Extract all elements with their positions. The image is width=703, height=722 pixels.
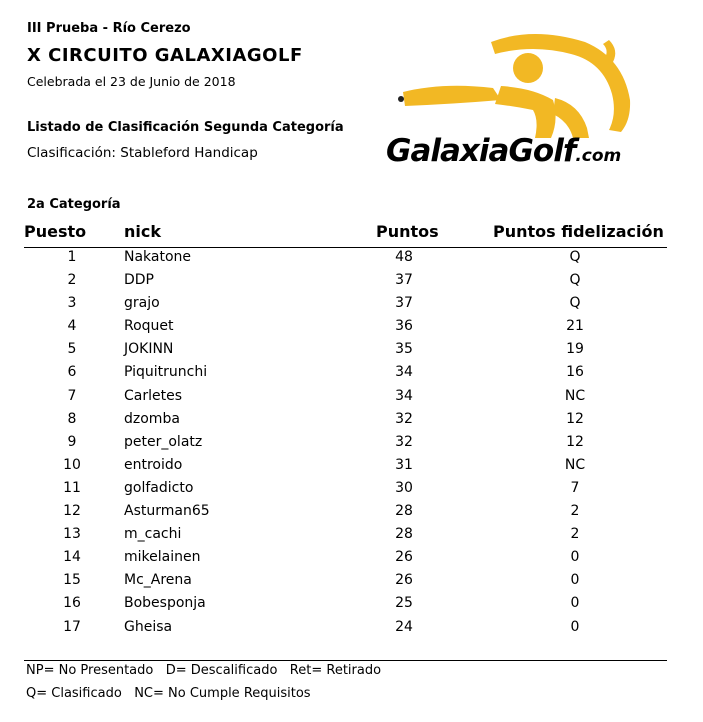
table-row — [24, 432, 667, 455]
cell-fidelizacion: 0 — [570, 618, 580, 635]
table-row — [24, 593, 667, 616]
cell-fidelizacion: 21 — [566, 318, 584, 335]
header-puesto: Puesto — [24, 222, 87, 241]
table-row — [24, 617, 667, 640]
cell-fidelizacion: NC — [564, 387, 586, 404]
cell-nick: grajo — [124, 295, 160, 312]
cell-nick: Nakatone — [124, 249, 192, 265]
cell-puntos: 25 — [395, 595, 413, 612]
cell-puesto: 12 — [63, 503, 81, 520]
cell-fidelizacion: NC — [564, 456, 586, 473]
cell-puntos: 37 — [395, 272, 413, 289]
cell-fidelizacion: 12 — [566, 410, 584, 427]
table-row — [24, 524, 667, 547]
table-header — [24, 222, 667, 248]
celebrada-date: Celebrada el 23 de Junio de 2018 — [27, 74, 236, 89]
table-row — [24, 339, 667, 362]
cell-nick: entroido — [124, 456, 183, 473]
cell-fidelizacion: 2 — [570, 526, 580, 543]
cell-puntos: 28 — [395, 503, 413, 520]
table-row — [24, 386, 667, 409]
footer-divider — [24, 660, 667, 661]
cell-puntos: 37 — [395, 295, 413, 312]
categoria-label: 2a Categoría — [27, 197, 121, 212]
cell-puntos: 35 — [395, 341, 413, 358]
table-row — [24, 293, 667, 316]
cell-fidelizacion: 7 — [570, 479, 580, 496]
cell-puesto: 13 — [63, 526, 81, 543]
cell-fidelizacion: 0 — [570, 549, 580, 566]
table-row — [24, 501, 667, 524]
cell-puesto: 1 — [67, 249, 77, 265]
cell-nick: mikelainen — [124, 549, 201, 566]
cell-fidelizacion: 0 — [570, 595, 580, 612]
cell-fidelizacion: Q — [569, 295, 581, 312]
cell-puesto: 4 — [67, 318, 77, 335]
cell-fidelizacion: Q — [569, 272, 581, 289]
cell-nick: Carletes — [124, 387, 183, 404]
cell-fidelizacion: Q — [569, 249, 581, 265]
cell-puntos: 36 — [395, 318, 413, 335]
cell-puesto: 5 — [67, 341, 77, 358]
cell-puntos: 32 — [395, 410, 413, 427]
table-row — [24, 547, 667, 570]
cell-puntos: 28 — [395, 526, 413, 543]
cell-nick: m_cachi — [124, 526, 182, 543]
cell-puesto: 9 — [67, 433, 77, 450]
cell-puntos: 24 — [395, 618, 413, 635]
cell-puntos: 31 — [395, 456, 413, 473]
cell-fidelizacion: 19 — [566, 341, 584, 358]
circuito-title: X CIRCUITO GALAXIAGOLF — [27, 45, 303, 66]
cell-puntos: 30 — [395, 479, 413, 496]
cell-nick: Mc_Arena — [124, 572, 192, 589]
cell-nick: golfadicto — [124, 479, 194, 496]
cell-nick: JOKINN — [124, 341, 174, 358]
cell-puesto: 7 — [67, 387, 77, 404]
cell-fidelizacion: 0 — [570, 572, 580, 589]
cell-nick: Roquet — [124, 318, 174, 335]
cell-puesto: 10 — [63, 456, 81, 473]
clasificacion-type: Clasificación: Stableford Handicap — [27, 145, 258, 161]
cell-nick: Bobesponja — [124, 595, 206, 612]
header-puntos: Puntos — [376, 222, 439, 241]
golfer-icon — [383, 30, 663, 140]
cell-puesto: 11 — [63, 479, 81, 496]
cell-nick: Asturman65 — [124, 503, 210, 520]
cell-puesto: 2 — [67, 272, 77, 289]
header-fidelizacion: Puntos fidelización — [493, 222, 664, 241]
cell-puntos: 26 — [395, 549, 413, 566]
cell-nick: peter_olatz — [124, 433, 203, 450]
table-row — [24, 316, 667, 339]
cell-nick: dzomba — [124, 410, 180, 427]
cell-puntos: 48 — [395, 249, 413, 265]
table-row — [24, 409, 667, 432]
cell-puesto: 17 — [63, 618, 81, 635]
cell-puesto: 16 — [63, 595, 81, 612]
table-row — [24, 270, 667, 293]
cell-nick: Piquitrunchi — [124, 364, 208, 381]
cell-puntos: 34 — [395, 364, 413, 381]
cell-puntos: 34 — [395, 387, 413, 404]
header-nick: nick — [124, 222, 161, 241]
table-row — [24, 455, 667, 478]
cell-puesto: 15 — [63, 572, 81, 589]
legend-line-2: Q= Clasificado NC= No Cumple Requisitos — [26, 686, 311, 701]
cell-puesto: 6 — [67, 364, 77, 381]
galaxiagolf-logo — [383, 30, 663, 185]
listado-heading: Listado de Clasificación Segunda Categoría — [27, 120, 344, 135]
cell-puesto: 8 — [67, 410, 77, 427]
prueba-title: III Prueba - Río Cerezo — [27, 21, 191, 36]
cell-fidelizacion: 2 — [570, 503, 580, 520]
table-row — [24, 362, 667, 385]
table-row — [24, 478, 667, 501]
classification-table — [24, 247, 667, 640]
table-row — [24, 570, 667, 593]
cell-puesto: 14 — [63, 549, 81, 566]
cell-nick: Gheisa — [124, 618, 173, 635]
table-row — [24, 247, 667, 270]
cell-puntos: 26 — [395, 572, 413, 589]
cell-fidelizacion: 12 — [566, 433, 584, 450]
logo-wordmark: GalaxiaGolf.com — [386, 133, 622, 169]
cell-puesto: 3 — [67, 295, 77, 312]
cell-puntos: 32 — [395, 433, 413, 450]
cell-fidelizacion: 16 — [566, 364, 584, 381]
legend-line-1: NP= No Presentado D= Descalificado Ret= Retirado — [26, 663, 382, 678]
cell-nick: DDP — [124, 272, 155, 289]
